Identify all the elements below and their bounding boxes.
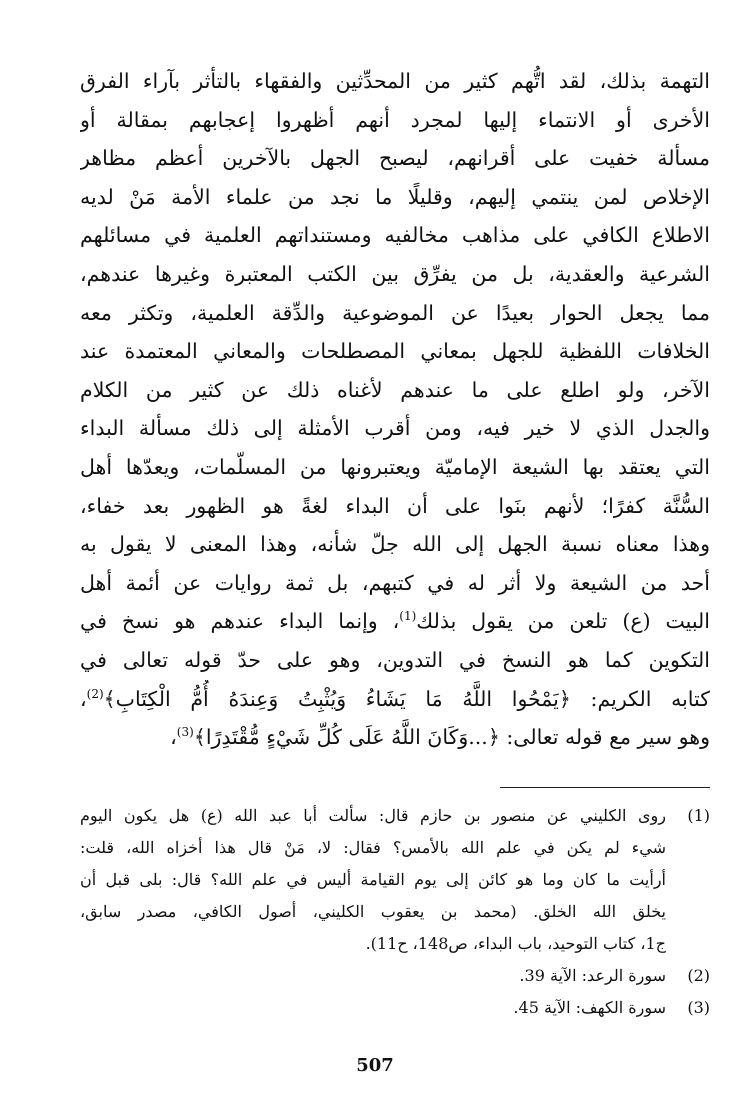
text-line: والجدل الذي لا خير فيه، ومن أقرب الأمثلة إلى ذلك مسألة البداء bbox=[80, 416, 710, 441]
footnote-line: يخلق الله الخلق. (محمد بن يعقوب الكليني، أصول الكافي، مصدر سابق، bbox=[80, 902, 666, 921]
footnote-text bbox=[80, 960, 666, 992]
text-line: الأخرى أو الانتماء إليها لمجرد أنهم أظهروا إعجابهم بمقالة أو bbox=[80, 107, 710, 132]
text-line: الشرعية والعقدية، بل من يفرِّق بين الكتب المعتبرة وغيرها عندهم، bbox=[80, 261, 710, 286]
footnote-line: أرأيت ما كان وما هو كائن إلى يوم القيامة أليس في علم الله؟ قال: بلى قبل أن bbox=[80, 870, 666, 889]
text-line bbox=[80, 718, 710, 757]
footnote-line: ج1، كتاب التوحيد، باب البداء، ص148، ح11). bbox=[365, 934, 666, 953]
footnote bbox=[80, 992, 710, 1024]
text-line: أحد من الشيعة ولا أثر له في كتبهم، بل ثمة روايات عن أئمة أهل bbox=[80, 570, 710, 595]
footnote bbox=[80, 960, 710, 992]
footnote-number: (2) bbox=[687, 966, 710, 985]
footnote bbox=[80, 800, 710, 960]
text-line bbox=[80, 602, 710, 641]
text-line: وهذا معناه نسبة الجهل إلى الله جلّ شأنه، وهذا المعنى لا يقول به bbox=[80, 532, 710, 557]
main-text bbox=[80, 62, 710, 757]
page-number: 507 bbox=[356, 1055, 394, 1076]
text-segment: ، وإنما البداء عندهم هو نسخ في bbox=[80, 609, 400, 634]
footnote-line: سورة الرعد: الآية 39. bbox=[519, 966, 666, 985]
text-line: مسألة خفيت على أقرانهم، ليصبح الجهل بالآخرين أعظم مظاهر bbox=[80, 146, 710, 171]
text-line: التهمة بذلك، لقد اتُّهم كثير من المحدِّثين والفقهاء بالتأثر بآراء الفرق bbox=[80, 69, 710, 93]
footnotes bbox=[80, 800, 710, 1024]
text-segment: ، bbox=[170, 725, 177, 750]
text-line: الإخلاص لمن ينتمي إليهم، وقليلًا ما نجد من علماء الأمة مَنْ لديه bbox=[80, 184, 710, 209]
footnote-number: (1) bbox=[687, 806, 710, 825]
footnote-text bbox=[80, 992, 666, 1024]
text-line: التكوين كما هو النسخ في التدوين، وهو على حدّ قوله تعالى في bbox=[80, 647, 710, 672]
text-line: التي يعتقد بها الشيعة الإماميّة ويعتبرونها من المسلّمات، ويعدّها أهل bbox=[80, 454, 710, 479]
text-line: الاطلاع الكافي على مذاهب مخالفيه ومستنداتهم العلمية في مسائلهم bbox=[80, 223, 710, 248]
text-line: الخلافات اللفظية للجهل بمعاني المصطلحات والمعاني المعتمدة عند bbox=[80, 339, 710, 364]
quran-verse: كتابه الكريم: ﴿يَمْحُوا اللَّهُ مَا يَشَاءُ وَيُثْبِتُ وَعِندَهُ أُمُّ الْكِتَابِ﴾ bbox=[103, 686, 710, 711]
footnote-divider bbox=[500, 787, 710, 788]
footnote-ref: (1) bbox=[399, 609, 417, 624]
text-line: الآخر، ولو اطلع على ما عندهم لأغناه ذلك عن كثير من الكلام bbox=[80, 377, 710, 402]
footnote-ref: (3) bbox=[176, 725, 194, 740]
text-line: السُّنَّة كفرًا؛ لأنهم بنَوا على أن البداء لغةً هو الظهور بعد خفاء، bbox=[80, 493, 710, 518]
footnote-line: سورة الكهف: الآية 45. bbox=[513, 998, 666, 1017]
text-segment: ، bbox=[80, 686, 87, 711]
quran-verse: وهو سير مع قوله تعالى: ﴿...وَكَانَ اللَّهُ عَلَى كُلِّ شَيْءٍ مُّقْتَدِرًا﴾ bbox=[193, 725, 710, 750]
text-line bbox=[80, 680, 710, 719]
footnote-number: (3) bbox=[687, 998, 710, 1017]
text-segment: البيت (ع) تلعن من يقول بذلك bbox=[416, 609, 710, 634]
footnote-line: شيء لم يكن في علم الله بالأمس؟ فقال: لا، مَنْ قال هذا أخزاه الله، قلت: bbox=[80, 838, 666, 857]
footnote-text bbox=[80, 800, 666, 960]
text-line: مما يجعل الحوار بعيدًا عن الموضوعية والدِّقة العلمية، وتكثر معه bbox=[80, 300, 710, 325]
footnote-ref: (2) bbox=[86, 686, 104, 701]
footnote-line: روى الكليني عن منصور بن حازم قال: سألت أبا عبد الله (ع) هل يكون اليوم bbox=[80, 806, 666, 825]
